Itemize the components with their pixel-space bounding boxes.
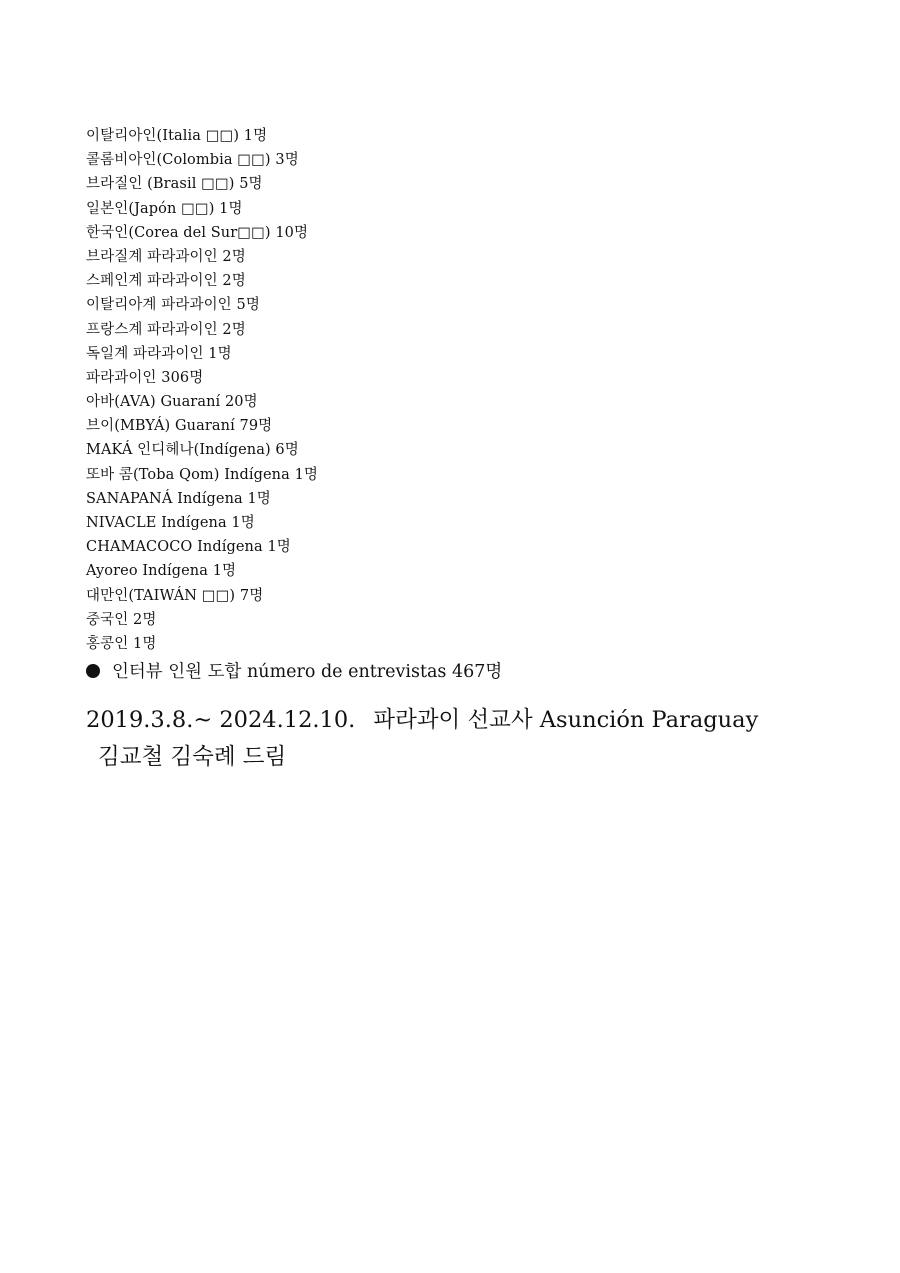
document-body xyxy=(86,124,866,776)
list-item: 홍콩인 1명 xyxy=(86,635,157,652)
list-item: 대만인(TAIWÁN □□) 7명 xyxy=(86,587,264,604)
interviewee-list xyxy=(86,124,866,656)
list-item: 독일계 파라과이인 1명 xyxy=(86,345,232,362)
list-item: SANAPANÁ Indígena 1명 xyxy=(86,490,271,507)
list-item: 이탈리아계 파라과이인 5명 xyxy=(86,297,260,314)
list-item: 프랑스계 파라과이인 2명 xyxy=(86,321,246,338)
list-item: 브라질인 (Brasil □□) 5명 xyxy=(86,176,263,193)
total-interviews-line xyxy=(86,659,866,685)
list-item: 브라질계 파라과이인 2명 xyxy=(86,248,246,265)
list-item: 콜롬비아인(Colombia □□) 3명 xyxy=(86,152,299,169)
list-item: MAKÁ 인디헤나(Indígena) 6명 xyxy=(86,442,299,459)
list-item: 중국인 2명 xyxy=(86,611,157,628)
signature-line xyxy=(86,702,866,739)
list-item: 브이(MBYÁ) Guaraní 79명 xyxy=(86,418,273,435)
bullet-icon xyxy=(86,664,100,678)
list-item: 파라과이인 306명 xyxy=(86,369,204,386)
list-item: 이탈리아인(Italia □□) 1명 xyxy=(86,128,268,144)
list-item: 스페인계 파라과이인 2명 xyxy=(86,273,246,290)
signature-dates: 2019.3.8.~ 2024.12.10. xyxy=(86,707,356,734)
list-item: NIVACLE Indígena 1명 xyxy=(86,515,255,531)
signature-block xyxy=(86,702,866,776)
list-item: 일본인(Japón □□) 1명 xyxy=(86,200,243,217)
list-item: 아바(AVA) Guaraní 20명 xyxy=(86,394,258,411)
list-item: 또바 콤(Toba Qom) Indígena 1명 xyxy=(86,466,319,483)
list-item: Ayoreo Indígena 1명 xyxy=(86,563,237,580)
signature-mission: 파라과이 선교사 Asunción Paraguay xyxy=(373,707,759,734)
signature-names: 김교철 김숙례 드림 xyxy=(98,744,287,771)
list-item: 한국인(Corea del Sur□□) 10명 xyxy=(86,224,309,241)
total-interviews-text: 인터뷰 인원 도합 número de entrevistas 467명 xyxy=(112,662,503,683)
list-item: CHAMACOCO Indígena 1명 xyxy=(86,539,291,556)
